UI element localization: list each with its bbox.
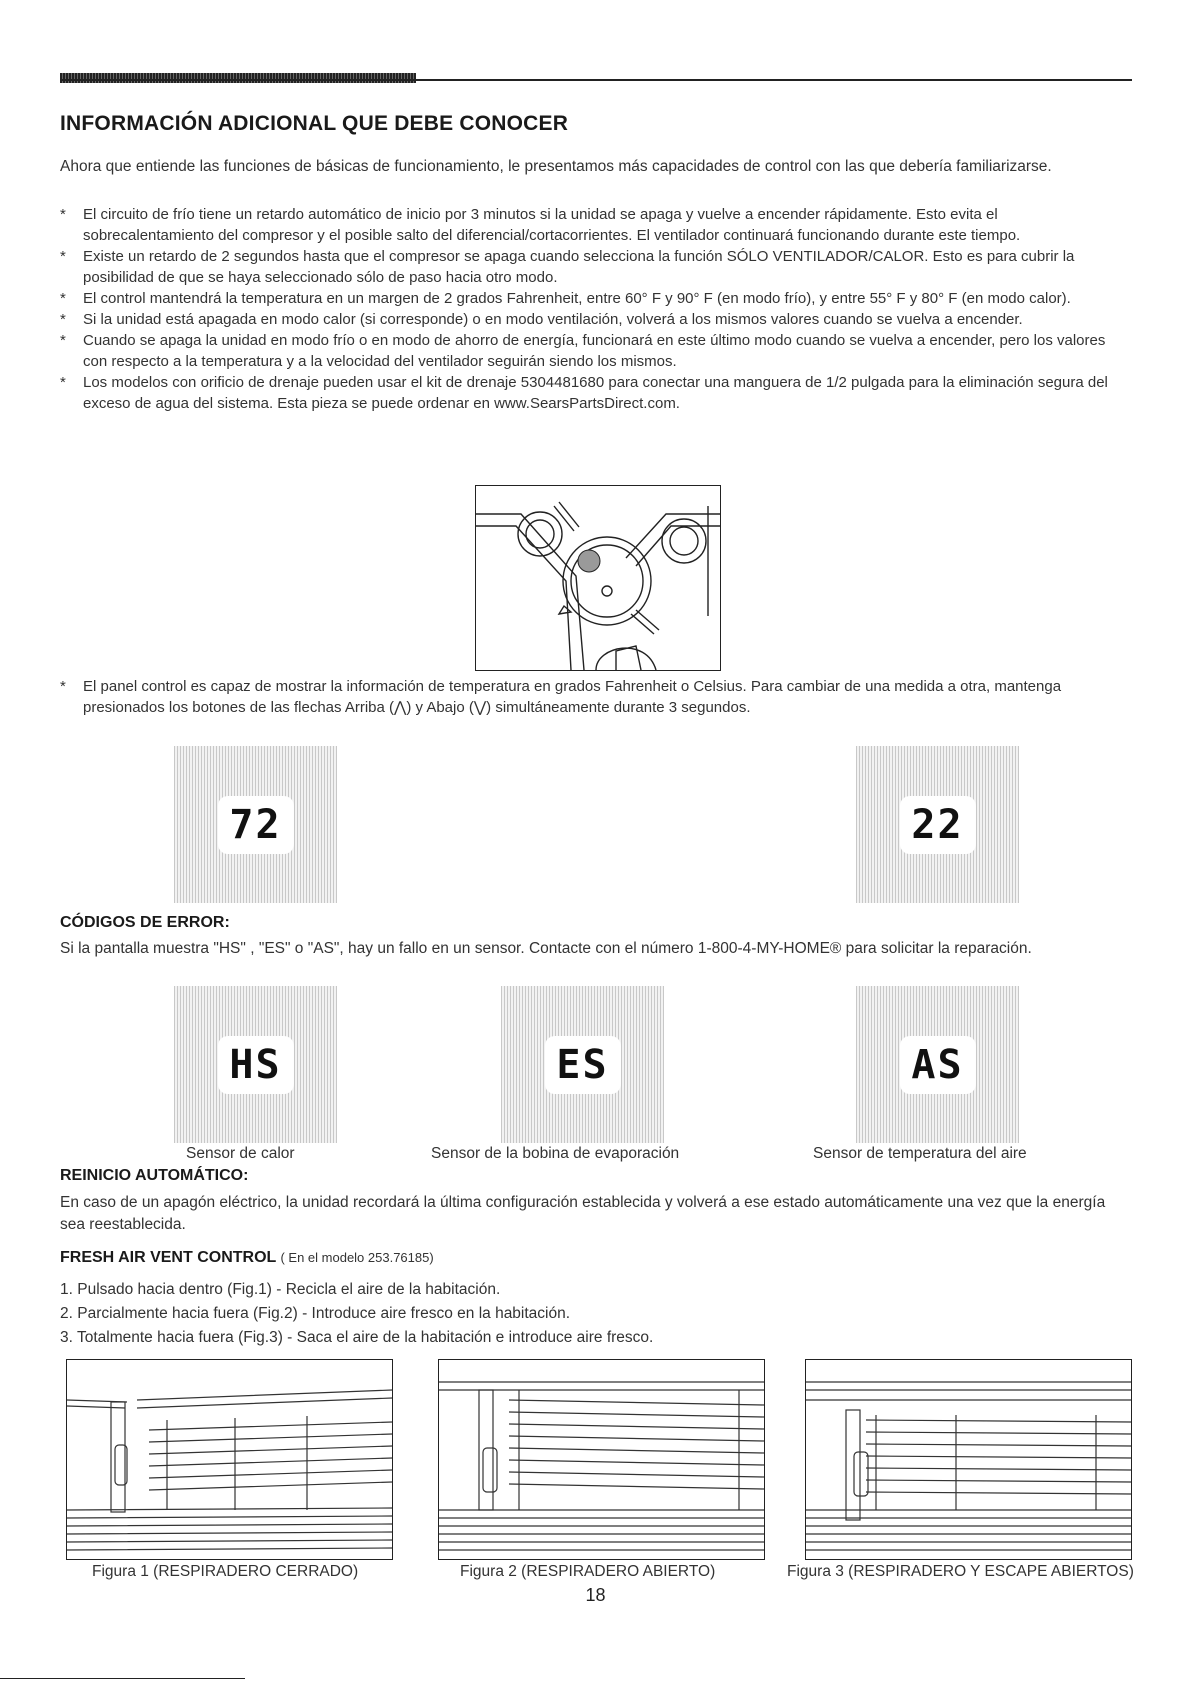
bullet-item: * El control mantendrá la temperatura en un margen de 2 grados Fahrenheit, entre 60° F y 90° F (en modo frío), y entre 55° F y 80° F (en modo calor).	[60, 288, 1130, 309]
vent-step: 3. Totalmente hacia fuera (Fig.3) - Saca el aire de la habitación e introduce aire fresco.	[60, 1329, 654, 1346]
vent-step: 2. Parcialmente hacia fuera (Fig.2) - Introduce aire fresco en la habitación.	[60, 1305, 571, 1322]
figure-caption-2: Figura 2 (RESPIRADERO ABIERTO)	[460, 1563, 716, 1580]
vent-exhaust-drawing	[806, 1360, 1131, 1559]
bullet-item: * Cuando se apaga la unidad en modo frío o en modo de ahorro de energía, funcionará en este último modo cuando se vuelva a encender, pero los valores con respecto a la temperatura y a la velocidad del ventilador seguirán siendo los mismos.	[60, 330, 1130, 372]
error-label-as: Sensor de temperatura del aire	[813, 1145, 1027, 1162]
error-label-hs: Sensor de calor	[186, 1145, 295, 1162]
error-codes-heading: CÓDIGOS DE ERROR:	[60, 914, 230, 931]
vent-figure-2	[438, 1359, 765, 1560]
display-bullet: * El panel control es capaz de mostrar la información de temperatura en grados Fahrenheit o Celsius. Para cambiar de una medida a otra, mantenga presionados los botones de las flechas Arriba (⋀) y Abajo (⋁) simultáneamente durante 3 segundos.	[60, 676, 1130, 718]
model-note: ( En el modelo 253.76185)	[280, 1250, 434, 1265]
vent-step: 1. Pulsado hacia dentro (Fig.1) - Recicla el aire de la habitación.	[60, 1281, 501, 1298]
error-code: HS	[217, 1036, 293, 1094]
display-bullet-list	[60, 676, 1130, 718]
temp-display-celsius	[856, 746, 1019, 903]
fresh-air-title: FRESH AIR VENT CONTROL	[60, 1249, 277, 1266]
display-value: 72	[217, 796, 293, 854]
drain-kit-illustration	[475, 485, 721, 671]
error-label-es: Sensor de la bobina de evaporación	[431, 1145, 680, 1162]
error-codes-text: Si la pantalla muestra "HS" , "ES" o "AS", hay un fallo en un sensor. Contacte con el número 1-800-4-MY-HOME® para solicitar la reparación.	[60, 940, 1032, 957]
page-number: 18	[585, 1585, 606, 1605]
auto-restart-text: En caso de un apagón eléctrico, la unidad recordará la última configuración establecida y volverá a ese estado automáticamente una vez que la energía sea reestablecida.	[60, 1194, 1106, 1233]
error-display-as	[856, 986, 1019, 1143]
figure-caption-3: Figura 3 (RESPIRADERO Y ESCAPE ABIERTOS)	[787, 1563, 1134, 1580]
intro-paragraph: Ahora que entiende las funciones de básicas de funcionamiento, le presentamos más capacidades de control con las que debería familiarizarse.	[60, 158, 1052, 175]
header-rule	[60, 79, 1132, 81]
temp-display-fahrenheit	[174, 746, 337, 903]
bullet-item: * Si la unidad está apagada en modo calor (si corresponde) o en modo ventilación, volverá a los mismos valores cuando se vuelva a encender.	[60, 309, 1130, 330]
page-title: INFORMACIÓN ADICIONAL QUE DEBE CONOCER	[60, 112, 569, 135]
bullet-item: * Existe un retardo de 2 segundos hasta que el compresor se apaga cuando selecciona la función SÓLO VENTILADOR/CALOR. Esto es para cubrir la posibilidad de que se haya seleccionado sólo de paso hacia otro modo.	[60, 246, 1130, 288]
vent-steps-list	[60, 1278, 653, 1350]
error-display-es	[501, 986, 664, 1143]
error-display-hs	[174, 986, 337, 1143]
error-code: ES	[544, 1036, 620, 1094]
drain-kit-drawing	[476, 486, 720, 670]
figure-caption-1: Figura 1 (RESPIRADERO CERRADO)	[92, 1563, 359, 1580]
display-value: 22	[899, 796, 975, 854]
auto-restart-heading: REINICIO AUTOMÁTICO:	[60, 1167, 249, 1184]
header-bar-block	[60, 73, 416, 83]
error-code: AS	[899, 1036, 975, 1094]
bullet-item: * Los modelos con orificio de drenaje pueden usar el kit de drenaje 5304481680 para conectar una manguera de 1/2 pulgada para la eliminación segura del exceso de agua del sistema. Esta pieza se puede ordenar en www.SearsPartsDirect.com.	[60, 372, 1130, 414]
vent-figure-3	[805, 1359, 1132, 1560]
vent-closed-drawing	[67, 1360, 392, 1559]
info-bullet-list	[60, 204, 1130, 414]
bullet-item: * El circuito de frío tiene un retardo automático de inicio por 3 minutos si la unidad se apaga y vuelve a encender rápidamente. Esto evita el sobrecalentamiento del compresor y el posible salto del diferencial/cortacorrientes. El ventilador continuará funcionando durante este tiempo.	[60, 204, 1130, 246]
vent-open-drawing	[439, 1360, 764, 1559]
footer-rule	[0, 1678, 245, 1679]
fresh-air-heading	[60, 1249, 434, 1267]
vent-figure-1	[66, 1359, 393, 1560]
